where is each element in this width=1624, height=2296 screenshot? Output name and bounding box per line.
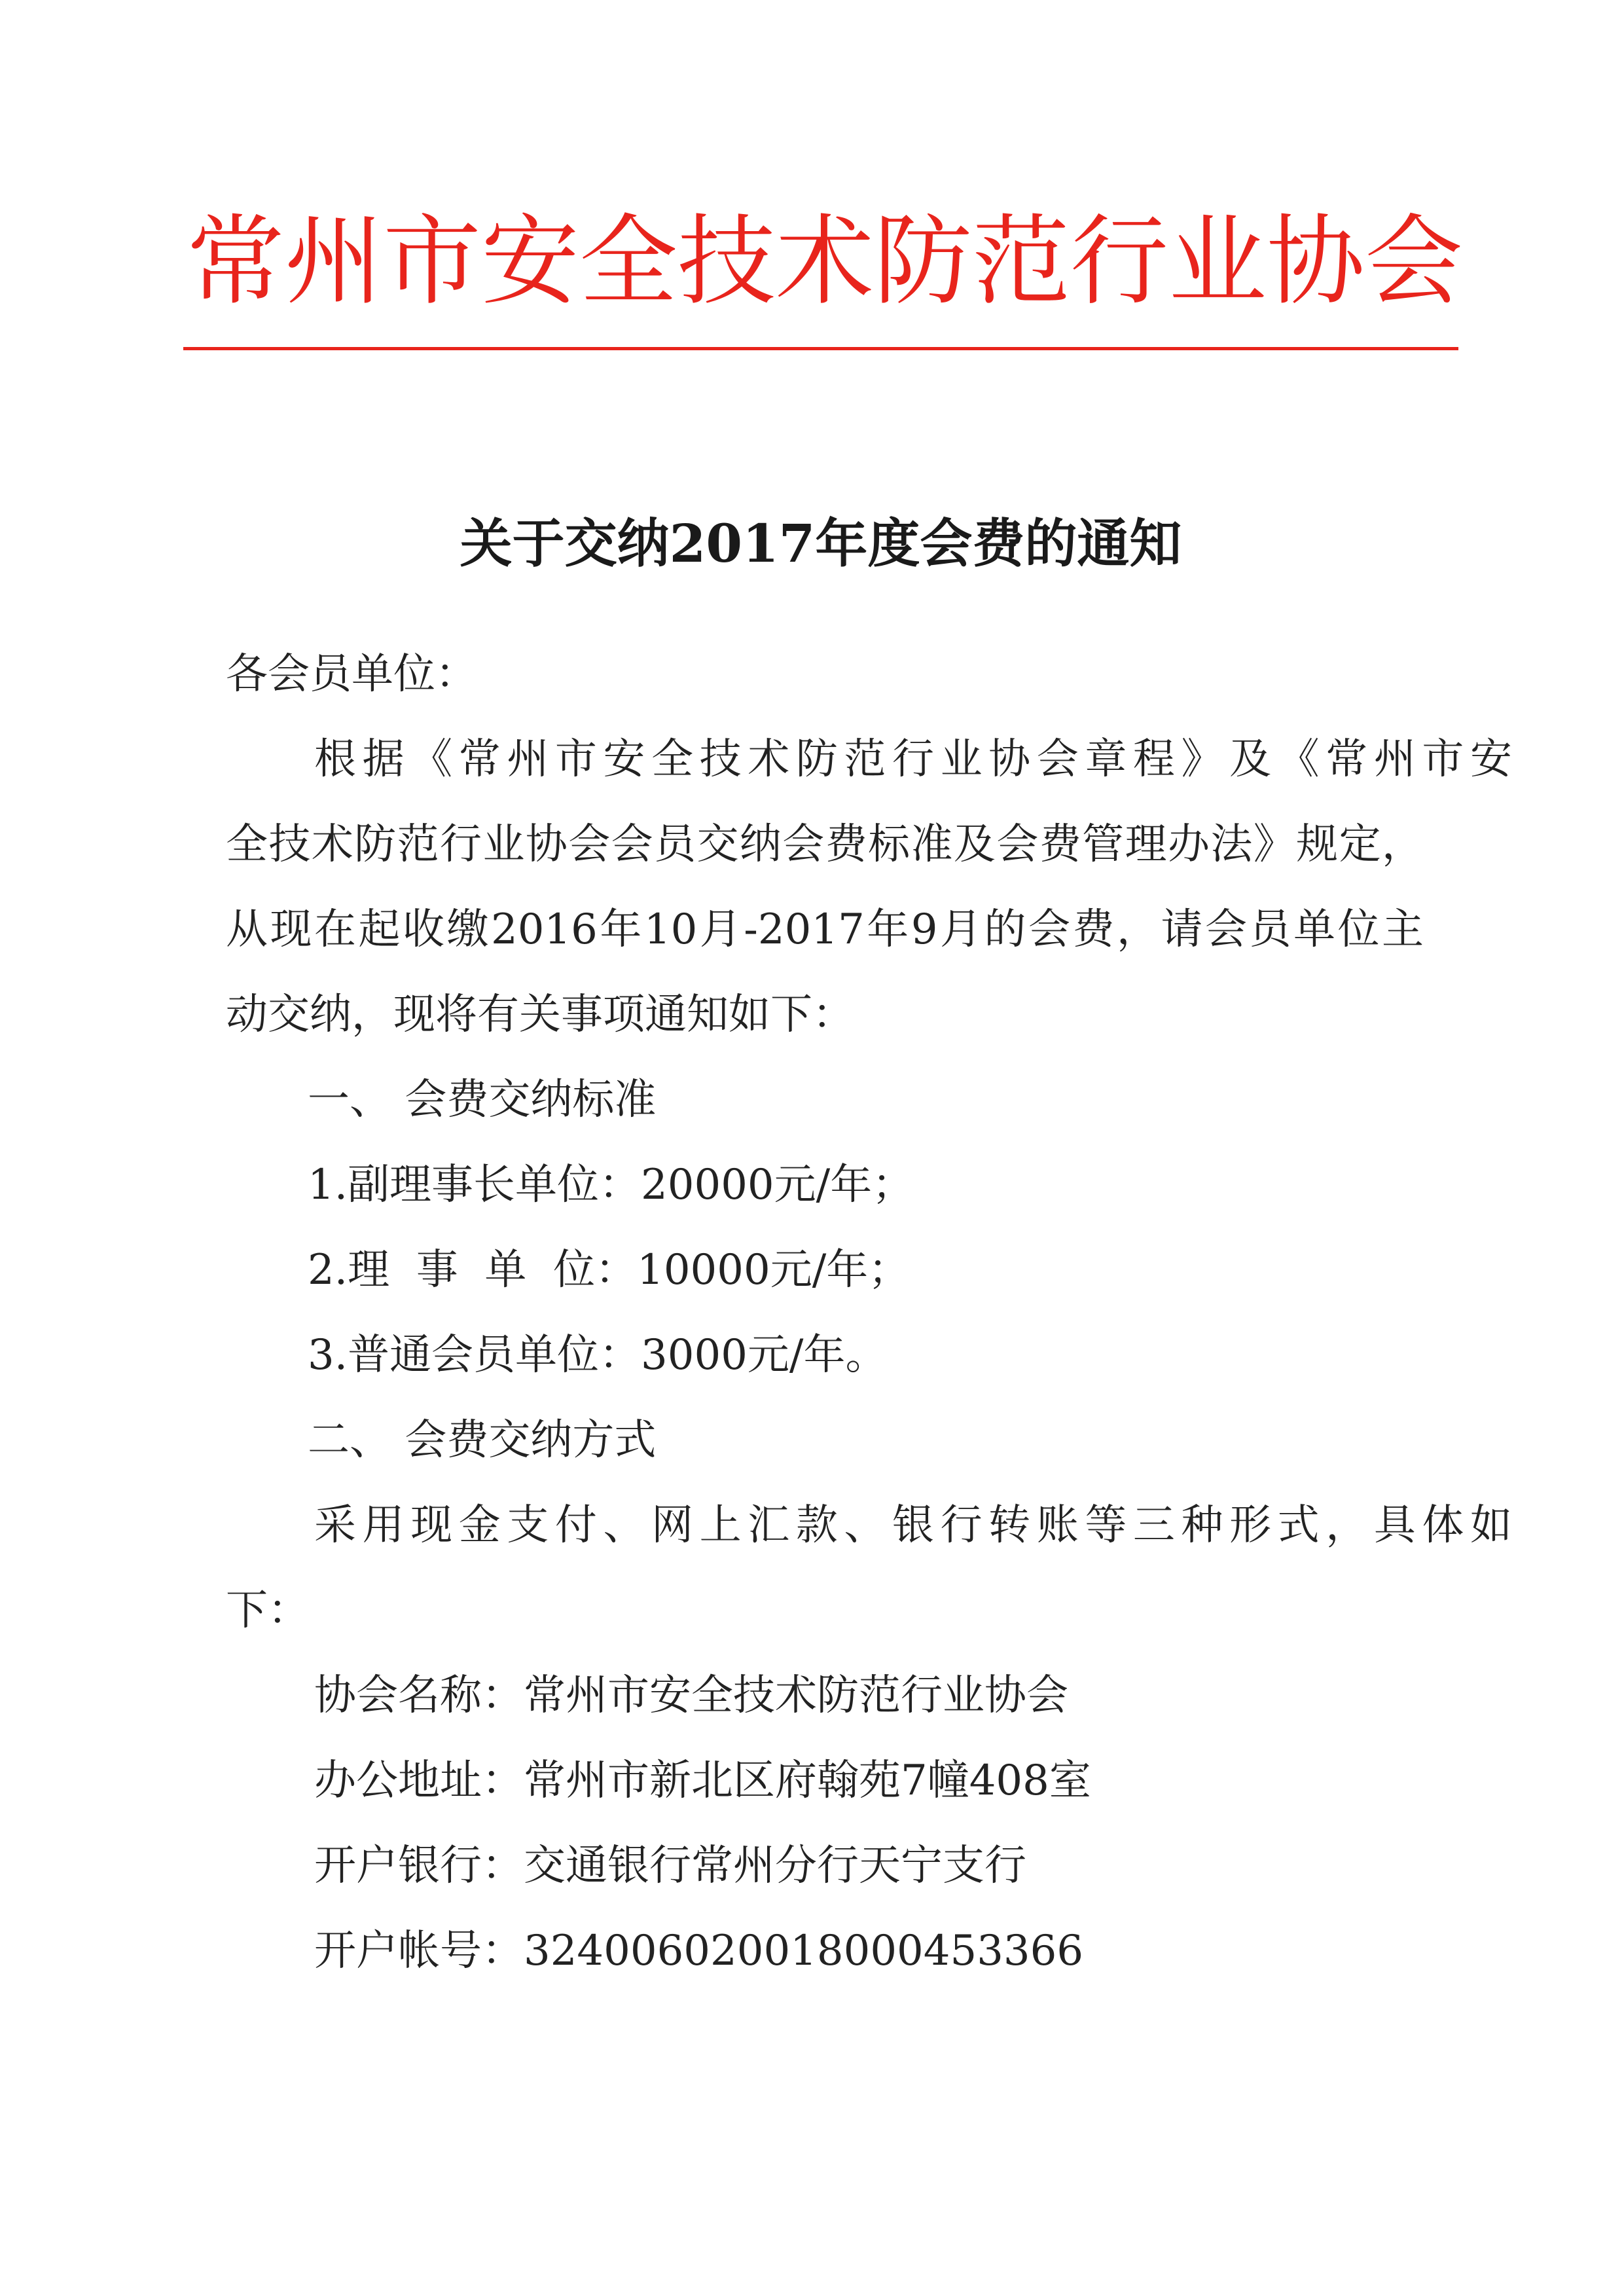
salutation: 各会员单位： bbox=[226, 650, 477, 699]
notice-title: 关于交纳2017年度会费的通知 bbox=[460, 513, 1182, 574]
payment-desc-line-2: 下： bbox=[226, 1586, 310, 1635]
intro-line-4: 动交纳，现将有关事项通知如下： bbox=[226, 991, 854, 1039]
intro-line-3: 从现在起收缴2016年10月-2017年9月的会费，请会员单位主 bbox=[226, 905, 1424, 954]
detail-account-number: 开户帐号：32400602001800045336​6 bbox=[314, 1927, 1084, 1975]
intro-line-1: 根据《常州市安全技术防范行业协会章程》及《常州市安 bbox=[314, 735, 1512, 784]
section1-heading: 一、 会费交纳标准 bbox=[308, 1076, 657, 1124]
payment-desc-line-1: 采用现金支付、网上汇款、银行转账等三种形式，具体如 bbox=[314, 1501, 1512, 1550]
fee-item-vice-chair: 1.副理事长单位：20000元/年； bbox=[308, 1161, 914, 1209]
intro-line-2: 全技术防范行业协会会员交纳会费标准及会费管理办法》规定， bbox=[226, 820, 1424, 869]
section2-heading: 二、 会费交纳方式 bbox=[308, 1416, 657, 1465]
letterhead-divider bbox=[183, 347, 1458, 350]
detail-bank: 开户银行：交通银行常州分行天宁支行 bbox=[314, 1842, 1026, 1890]
detail-org-name: 协会名称：常州市安全技术防范行业协会 bbox=[314, 1671, 1068, 1720]
detail-address: 办公地址：常州市新北区府翰苑7幢408室 bbox=[314, 1757, 1091, 1805]
fee-item-director: 2.理 事 单 位：10000元/年； bbox=[308, 1246, 911, 1294]
fee-item-regular: 3.普通会员单位：3000元/年。 bbox=[308, 1331, 888, 1379]
letterhead-org-name: 常州市安全技术防范行业协会 bbox=[186, 205, 1463, 319]
